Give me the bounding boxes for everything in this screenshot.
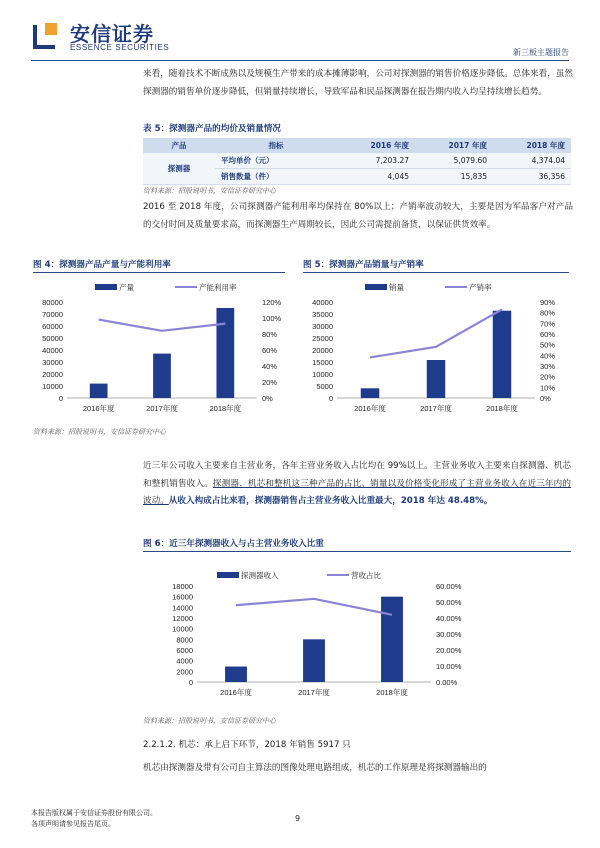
y-tick-label: 30000 xyxy=(312,322,333,331)
y-tick-label: 8000 xyxy=(176,635,193,645)
legend-label: 营收占比 xyxy=(351,571,381,580)
figures-4-5-source: 资料来源：招股说明书，安信证券研究中心 xyxy=(33,428,166,436)
bar xyxy=(361,388,379,398)
y-tick-label: 16000 xyxy=(172,592,193,602)
y2-tick-label: 20% xyxy=(262,378,278,387)
paragraph-3-part-1: 近三年公司收入主要来自主营业务，各年主营业务收入占比均在 99%以上。主营业务收入主要来自探测器、机芯和整机销售收入。 xyxy=(143,461,571,489)
table-cell: 4,045 xyxy=(337,169,415,185)
y2-tick-label: 80% xyxy=(540,308,556,318)
series-line xyxy=(236,599,392,615)
bar xyxy=(153,354,171,398)
bar xyxy=(427,360,445,398)
y-tick-label: 10000 xyxy=(172,624,193,634)
figure-4-rule xyxy=(33,272,285,273)
legend-swatch-bar xyxy=(217,572,239,578)
legend-label: 探测器收入 xyxy=(241,571,279,580)
table-5-caption: 表 5：探测器产品的均价及销量情况 xyxy=(143,124,281,134)
y2-tick-label: 0.00% xyxy=(436,678,458,687)
logo-text-en: ESSENCE SECURITIES xyxy=(70,43,170,52)
y-tick-label: 18000 xyxy=(172,582,193,591)
footer xyxy=(31,808,157,830)
table-cell: 7,203.27 xyxy=(337,153,415,169)
legend-label: 产销率 xyxy=(469,283,492,292)
table-5-source: 资料来源：招股说明书，安信证券研究中心 xyxy=(143,187,276,195)
legend-swatch-bar xyxy=(95,284,117,290)
x-tick-label: 2017年度 xyxy=(146,404,178,413)
y2-tick-label: 10.00% xyxy=(436,662,462,671)
table-header-cell: 2016 年度 xyxy=(337,138,415,153)
y2-tick-label: 40% xyxy=(540,351,556,361)
paragraph-4: 机芯由探测器及带有公司自主算法的图像处理电路组成，机芯的工作原理是将探测器输出的 xyxy=(143,763,487,773)
series-line xyxy=(370,309,502,357)
table-metric-cell: 销售数量（件） xyxy=(215,169,337,185)
y-tick-label: 50000 xyxy=(42,334,63,343)
y-tick-label: 6000 xyxy=(176,646,193,655)
paragraph-3 xyxy=(143,458,571,511)
y-tick-label: 30000 xyxy=(42,358,63,367)
logo-text-cn: 安信证券 xyxy=(70,22,154,46)
y2-tick-label: 30% xyxy=(540,362,556,371)
figure-6-source: 资料来源：招股说明书，安信证券研究中心 xyxy=(143,717,276,725)
logo-mark xyxy=(33,21,63,49)
page-number: 9 xyxy=(295,814,301,823)
table-cell: 5,079.60 xyxy=(415,153,493,169)
figure-4-title: 图 4：探测器产品产量与产能利用率 xyxy=(33,260,171,270)
x-tick-label: 2016年度 xyxy=(354,404,386,413)
x-tick-label: 2016年度 xyxy=(220,688,252,697)
x-tick-label: 2018年度 xyxy=(486,404,518,413)
y2-tick-label: 20.00% xyxy=(436,646,462,655)
bar xyxy=(225,667,247,682)
legend-swatch-bar xyxy=(365,284,387,290)
table-header-cell: 2017 年度 xyxy=(415,138,493,153)
y-tick-label: 0 xyxy=(328,394,333,403)
table-header-cell: 2018 年度 xyxy=(493,138,571,153)
y2-tick-label: 50.00% xyxy=(436,598,462,607)
y2-tick-label: 70% xyxy=(540,319,556,329)
y2-tick-label: 60% xyxy=(262,346,278,355)
table-cell: 4,374.04 xyxy=(493,153,571,169)
y-tick-label: 25000 xyxy=(312,334,333,343)
bar xyxy=(381,597,403,682)
x-tick-label: 2017年度 xyxy=(420,404,452,413)
y-tick-label: 0 xyxy=(58,394,63,403)
y-tick-label: 4000 xyxy=(176,656,193,666)
paragraph-1: 来看，随着技术不断成熟以及规模生产带来的成本摊薄影响，公司对探测器的销售价格逐步降低。总体来看，虽然探测器的销售单价逐步降低，但销量持续增长，导致军品和民品探测器在报告期内收入均呈持续增长趋势。 xyxy=(143,69,573,97)
bar xyxy=(493,311,511,398)
table-metric-cell: 平均单价（元） xyxy=(215,153,337,169)
y2-tick-label: 30.00% xyxy=(436,630,462,639)
y-tick-label: 0 xyxy=(188,678,193,687)
paragraph-2: 2016 至 2018 年度，公司探测器产能利用率均保持在 80%以上；产销率波动较大，主要是因为军品客户对产品的交付时间及质量要求高，而探测器生产周期较长，因此公司需提前备货，以保证供货效率。 xyxy=(143,202,573,230)
figure-6-chart xyxy=(143,566,543,706)
y2-tick-label: 60% xyxy=(540,330,556,339)
legend-label: 产能利用率 xyxy=(199,283,237,292)
table-cell: 36,356 xyxy=(493,169,571,185)
table-row xyxy=(143,153,571,169)
y2-tick-label: 0% xyxy=(540,394,551,403)
y2-tick-label: 50% xyxy=(540,340,556,350)
y2-tick-label: 40% xyxy=(262,362,278,371)
table-header-cell: 产品 xyxy=(143,138,215,153)
y-tick-label: 60000 xyxy=(42,322,63,331)
y-tick-label: 14000 xyxy=(172,603,193,613)
footer-copyright: 本报告版权属于安信证券股份有限公司。 xyxy=(31,809,157,817)
y2-tick-label: 40.00% xyxy=(436,614,462,623)
figure-6-title: 图 6：近三年探测器收入与占主营业务收入比重 xyxy=(143,539,324,549)
y-tick-label: 40000 xyxy=(42,346,63,355)
table-product-cell: 探测器 xyxy=(143,153,215,185)
y-tick-label: 10000 xyxy=(42,382,63,391)
figure-5-chart xyxy=(303,278,571,420)
legend-label: 销量 xyxy=(389,283,404,292)
table-header-row xyxy=(143,138,571,153)
y2-tick-label: 0% xyxy=(262,394,273,403)
report-type: 新三板主题报告 xyxy=(513,48,569,57)
bar xyxy=(90,384,108,398)
figure-6-rule xyxy=(143,551,571,552)
y-tick-label: 80000 xyxy=(42,298,63,307)
x-tick-label: 2017年度 xyxy=(298,688,330,697)
bar xyxy=(216,308,234,398)
y-tick-label: 15000 xyxy=(312,358,333,367)
section-heading: 2.2.1.2. 机芯：承上启下环节，2018 年销售 5917 只 xyxy=(143,740,351,750)
figure-4-chart xyxy=(33,278,291,420)
series-line xyxy=(99,320,226,331)
table-5 xyxy=(143,138,571,185)
x-tick-label: 2016年度 xyxy=(82,404,115,413)
x-tick-label: 2018年度 xyxy=(376,688,408,697)
y-tick-label: 10000 xyxy=(312,370,333,379)
paragraph-3-highlight: 从收入构成占比来看，探测器销售占主营业务收入比重最大，2018 年达 48.48%。 xyxy=(168,496,493,506)
bar xyxy=(303,639,325,682)
y-tick-label: 70000 xyxy=(42,310,63,319)
y2-tick-label: 90% xyxy=(540,298,556,307)
y2-tick-label: 80% xyxy=(262,330,278,339)
y-tick-label: 20000 xyxy=(42,370,63,379)
y-tick-label: 5000 xyxy=(316,382,333,391)
y2-tick-label: 120% xyxy=(262,298,282,307)
figure-5-rule xyxy=(303,272,569,273)
y-tick-label: 20000 xyxy=(312,346,333,355)
y2-tick-label: 60.00% xyxy=(436,582,462,591)
y-tick-label: 12000 xyxy=(172,614,193,623)
figure-5-title: 图 5：探测器产品销量与产销率 xyxy=(303,260,424,270)
y2-tick-label: 100% xyxy=(262,314,282,323)
footer-disclaimer: 各项声明请参见报告尾页。 xyxy=(31,820,115,828)
y2-tick-label: 20% xyxy=(540,372,556,382)
y-tick-label: 35000 xyxy=(312,310,333,319)
x-tick-label: 2018年度 xyxy=(209,404,242,413)
y2-tick-label: 10% xyxy=(540,383,556,393)
y-tick-label: 40000 xyxy=(312,298,333,307)
legend-label: 产量 xyxy=(119,283,134,292)
table-header-cell: 指标 xyxy=(215,138,337,153)
y-tick-label: 2000 xyxy=(176,667,193,677)
table-cell: 15,835 xyxy=(415,169,493,185)
header-rule xyxy=(31,60,569,61)
paragraph-3-part-2: 探测器、机芯和整机这三种产品的占比、销量以及价格变化形成了主营业务收入在近三年内的波动。 xyxy=(143,478,571,506)
